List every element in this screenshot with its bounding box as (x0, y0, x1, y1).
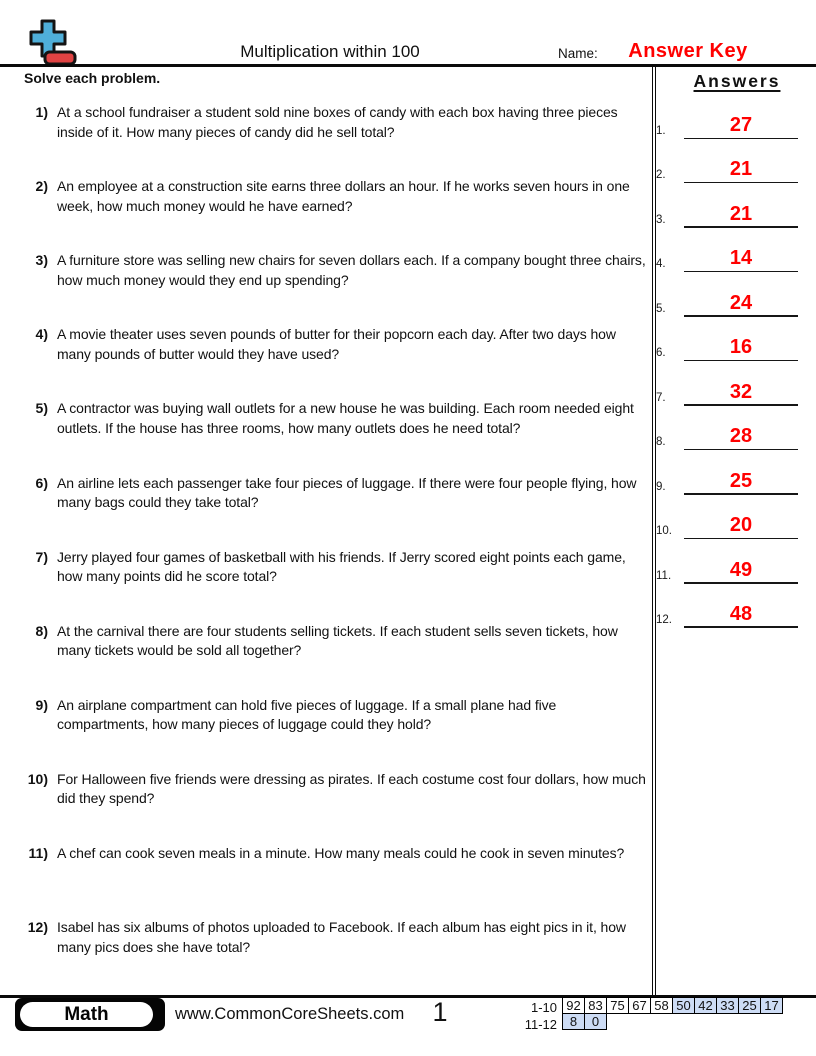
answer-value: 49 (729, 558, 753, 581)
answer-item (656, 601, 802, 628)
answer-value: 25 (729, 469, 753, 492)
answer-value: 27 (729, 114, 753, 136)
answer-blank-line (684, 315, 798, 317)
answer-value: 28 (729, 425, 753, 448)
score-cell: 58 (650, 997, 673, 1014)
problem-text: A furniture store was selling new chairs for seven dollars each. If a company bought three chairs, how much money would they end up spending? (57, 252, 646, 288)
answer-blank-line (684, 449, 798, 451)
answer-number: 11. (656, 569, 672, 582)
answer-item (656, 290, 802, 317)
answer-value: 21 (729, 158, 753, 181)
answer-value: 24 (729, 291, 753, 314)
answer-blank-line (684, 182, 798, 184)
problem-number: 6) (35, 474, 48, 491)
problem-number: 3) (35, 252, 48, 269)
instruction-text: Solve each problem. (24, 70, 161, 86)
score-row1 (562, 997, 783, 1014)
score-cell: 17 (760, 997, 783, 1014)
answer-number: 3. (656, 213, 666, 226)
answer-blank-line (684, 626, 798, 628)
problem-text: A chef can cook seven meals in a minute. How many meals could he cook in seven minutes? (57, 845, 625, 861)
problem-number: 7) (35, 548, 48, 565)
answer-number: 9. (656, 480, 666, 493)
answer-number: 7. (656, 391, 666, 404)
problem-number: 1) (35, 104, 48, 120)
problem-text: An airplane compartment can hold five pieces of luggage. If a small plane had five compartments, how many pieces of luggage could they hold? (57, 696, 557, 733)
answer-item (656, 112, 802, 139)
answer-number: 10. (656, 525, 672, 538)
answer-value: 20 (729, 514, 753, 537)
subject-badge (15, 998, 165, 1031)
answer-blank-line (684, 138, 798, 140)
problem-number: 10) (27, 770, 48, 787)
answer-value: 16 (729, 336, 753, 359)
answer-item (656, 201, 802, 228)
website-url: www.CommonCoreSheets.com (175, 1005, 405, 1023)
score-row2-label: 11-12 (524, 1017, 557, 1032)
answer-item (656, 379, 802, 406)
problem-number: 8) (35, 622, 48, 639)
score-cell: 83 (584, 997, 607, 1014)
page-number: 1 (432, 997, 448, 1027)
answer-key-label: Answer Key (628, 40, 748, 62)
answer-blank-line (684, 538, 798, 540)
subject-badge-label: Math (20, 1002, 153, 1027)
score-row1-label: 1-10 (530, 1000, 557, 1015)
answer-blank-line (684, 404, 798, 406)
answer-blank-line (684, 226, 798, 228)
answer-value: 21 (729, 202, 753, 225)
answer-value: 32 (729, 380, 753, 403)
score-cell: 8 (562, 1013, 585, 1030)
score-cell: 42 (694, 997, 717, 1014)
problem-text: At a school fundraiser a student sold nine boxes of candy with each box having three pieces inside of it. How many pieces of candy did he sell total? (57, 104, 618, 140)
answer-value: 14 (729, 247, 753, 270)
score-cell: 0 (584, 1013, 607, 1030)
score-cell: 75 (606, 997, 629, 1014)
problem-text: An airline lets each passenger take four pieces of luggage. If there were four people flying, how many bags could they take total? (57, 474, 637, 510)
problem-number: 11) (28, 845, 48, 861)
problem-text: For Halloween five friends were dressing as pirates. If each costume cost four dollars, how much did they spend? (57, 770, 646, 807)
answer-number: 5. (656, 302, 666, 315)
answer-number: 8. (656, 436, 666, 449)
answer-value: 48 (729, 602, 753, 625)
problem-text: Isabel has six albums of photos uploaded to Facebook. If each album has eight pics in it, how many pics does she have total? (57, 919, 626, 955)
score-cell: 92 (562, 997, 585, 1014)
problem-text: Jerry played four games of basketball with his friends. If Jerry scored eight points each game, how many points did he score total? (57, 548, 626, 585)
answer-number: 2. (656, 169, 666, 182)
score-cell: 50 (672, 997, 695, 1014)
answer-item (656, 156, 802, 183)
score-cell: 25 (738, 997, 761, 1014)
problem-number: 9) (35, 696, 48, 713)
answer-blank-line (684, 582, 798, 584)
problem-text: A movie theater uses seven pounds of butter for their popcorn each day. After two days how many pounds of butter would they have used? (57, 326, 616, 362)
problem-text: An employee at a construction site earns three dollars an hour. If he works seven hours in one week, how much money would he have earned? (57, 178, 630, 214)
answer-item (656, 468, 802, 495)
problem-number: 5) (35, 400, 48, 417)
problem-text: A contractor was buying wall outlets for a new house he was building. Each room needed eight outlets. If the house has three rooms, how many outlets does he need total? (57, 400, 634, 436)
name-label: Name: (558, 46, 598, 61)
answers-heading: Answers (693, 71, 781, 91)
problem-number: 12) (27, 919, 48, 936)
score-cell: 33 (716, 997, 739, 1014)
answer-item (656, 423, 802, 450)
page-title: Multiplication within 100 (240, 42, 420, 61)
answer-item (656, 557, 802, 584)
answer-blank-line (684, 271, 798, 273)
score-row2 (562, 1013, 607, 1030)
answer-number: 4. (656, 258, 666, 271)
problem-number: 2) (35, 178, 48, 195)
answer-item (656, 512, 802, 539)
problem-number: 4) (35, 326, 48, 343)
answer-number: 12. (656, 613, 672, 626)
score-cell: 67 (628, 997, 651, 1014)
problem-text: At the carnival there are four students selling tickets. If each student sells seven tickets, how many tickets would be sold all together? (57, 622, 618, 659)
answer-number: 1. (656, 125, 666, 137)
answer-item (656, 245, 802, 272)
answer-blank-line (684, 493, 798, 495)
answer-item (656, 334, 802, 361)
answer-blank-line (684, 360, 798, 362)
answer-number: 6. (656, 347, 666, 360)
